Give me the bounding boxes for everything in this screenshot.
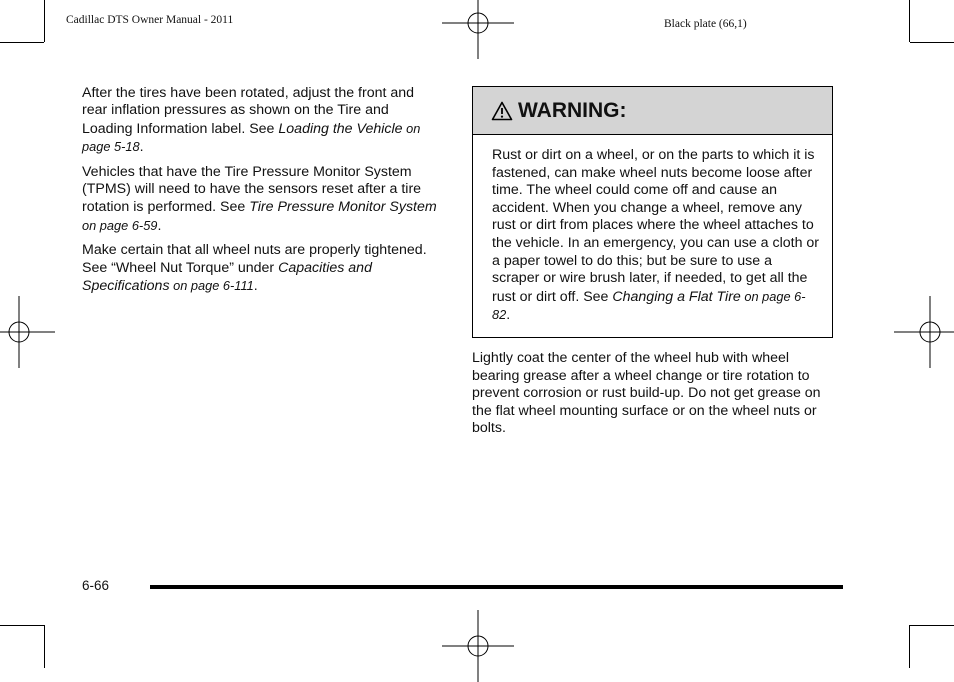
right-column (472, 86, 836, 438)
link-page-ref[interactable]: on page 6-59 (82, 217, 158, 233)
warning-triangle-icon (491, 101, 513, 121)
link-page-ref[interactable]: on page 6-111 (169, 278, 254, 294)
left-column (82, 85, 442, 302)
footer-rule (150, 585, 843, 589)
paragraph-wheel-nuts: Make certain that all wheel nuts are properly tightened. See “Wheel Nut Torque” under Capacities and Specifications on page 6-111. (82, 242, 427, 295)
link-page-ref[interactable]: on page 6-82 (492, 288, 806, 323)
paragraph-wheel-hub-grease: Lightly coat the center of the wheel hub with wheel bearing grease after a wheel change or tire rotation to prevent corrosion or rust build-up. Do not get grease on the flat wheel mounting surface or on the wheel nuts or bolts. (472, 349, 821, 437)
warning-box (472, 86, 833, 338)
registration-mark-right (894, 296, 954, 368)
page-number: 6-66 (82, 578, 110, 593)
link-capacities-specifications[interactable]: Capacities and Specifications (82, 259, 372, 295)
link-tire-pressure-monitor[interactable]: Tire Pressure Monitor System (249, 199, 437, 216)
registration-mark-left (0, 296, 55, 368)
warning-text: Rust or dirt on a wheel, or on the parts to which it is fastened, can make wheel nuts become loose after time. The wheel could come off and cause an accident. When you change a wheel, remove any rust or dirt from places where the wheel attaches to the vehicle. In an emergency, you can use a cloth or a paper towel to do this; but be sure to use a scraper or wire brush later, if needed, to get all the rust or dirt off. See Changing a Flat Tire on page 6-82. (492, 147, 820, 324)
crop-mark (0, 42, 44, 43)
paragraph-tire-rotation: After the tires have been rotated, adjust the front and rear inflation pressures as shown on the Tire and Loading Information label. See Loading the Vehicle on page 5-18. (82, 85, 421, 156)
warning-title: WARNING: (518, 98, 627, 122)
link-loading-the-vehicle[interactable]: Loading the Vehicle (278, 120, 403, 137)
registration-mark-top (442, 0, 514, 59)
registration-mark-bottom (442, 610, 514, 682)
crop-mark (44, 625, 45, 668)
link-changing-flat-tire[interactable]: Changing a Flat Tire (612, 288, 741, 305)
crop-mark (909, 0, 910, 42)
warning-header (473, 87, 832, 135)
crop-mark (910, 625, 954, 626)
crop-mark (44, 0, 45, 42)
manual-title: Cadillac DTS Owner Manual - 2011 (66, 14, 234, 26)
paragraph-tpms: Vehicles that have the Tire Pressure Monitor System (TPMS) will need to have the sensors reset after a tire rotation is performed. See Tire Pressure Monitor System on page 6-59. (82, 163, 437, 234)
crop-mark (0, 625, 44, 626)
crop-mark (909, 625, 910, 668)
crop-mark (910, 42, 954, 43)
plate-label: Black plate (66,1) (664, 18, 747, 30)
link-page-ref[interactable]: on page 5-18 (82, 120, 421, 155)
